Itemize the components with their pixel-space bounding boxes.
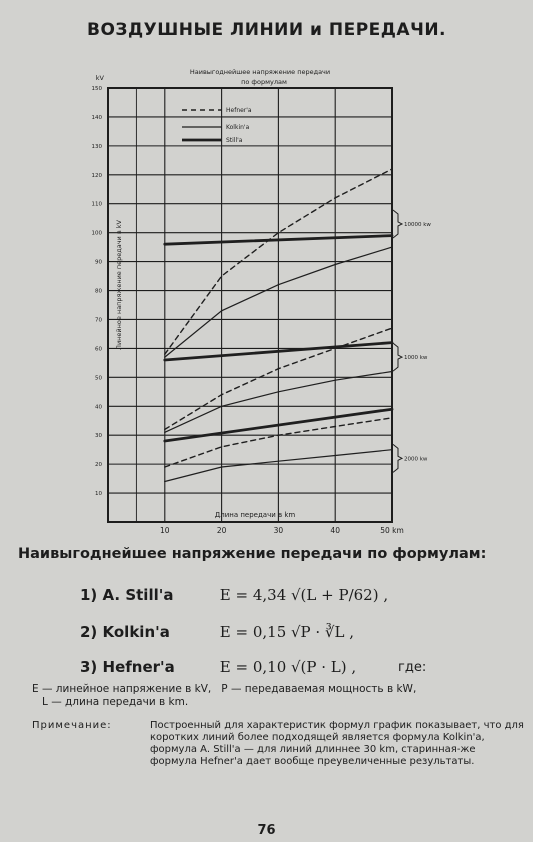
series-point bbox=[391, 342, 392, 343]
formula-still-name: 1) A. Still'a bbox=[80, 586, 174, 604]
series-point bbox=[391, 449, 392, 450]
chart-title: Наивыгоднейшее напряжение передачи bbox=[189, 68, 331, 76]
note-text: Построенный для характеристик формул график показывает, что для коротких линий более подходящей является формула Kolkin'a, формула A. Still'a — для линий длиннее 30 km, старинная-же формула Hefner'a дает вообще преувеличенные результаты. bbox=[150, 720, 524, 767]
series-point bbox=[164, 429, 165, 430]
variable-legend: E — линейное напряжение в kV, P — передаваемая мощность в kW, L — длина передачи в km. bbox=[32, 683, 417, 708]
series-point bbox=[278, 435, 279, 436]
y-tick-label: 70 bbox=[95, 317, 102, 324]
series-point bbox=[391, 235, 392, 236]
series-point bbox=[391, 328, 392, 329]
y-unit-label: kV bbox=[95, 74, 104, 82]
formula-hefner bbox=[80, 658, 356, 676]
series-point bbox=[221, 394, 222, 395]
y-tick-label: 60 bbox=[95, 346, 102, 353]
legend-label: Hefner'a bbox=[226, 107, 252, 114]
x-tick-label: 10 bbox=[160, 526, 170, 535]
series-point bbox=[391, 168, 392, 169]
x-tick-label: 30 bbox=[273, 526, 284, 535]
y-tick-label: 50 bbox=[95, 375, 102, 382]
note-label: Примечание: bbox=[32, 720, 112, 731]
series-point bbox=[278, 461, 279, 462]
y-tick-label: 150 bbox=[91, 86, 102, 92]
plot-frame bbox=[108, 88, 392, 522]
formula-kolkin-expression: E = 0,15 √P · ∛L , bbox=[219, 623, 355, 641]
group-label: 10000 kw bbox=[404, 221, 431, 228]
y-axis-label: Линейное напряжение передачи в kV bbox=[115, 220, 123, 350]
formula-still bbox=[80, 586, 388, 604]
group-brace bbox=[393, 343, 402, 371]
series-point bbox=[278, 368, 279, 369]
legend-label: Kolkin'a bbox=[226, 124, 250, 131]
group-brace bbox=[393, 444, 402, 472]
group-label: 2000 kw bbox=[404, 456, 428, 463]
series-point bbox=[221, 466, 222, 467]
series-point bbox=[278, 232, 279, 233]
series-point bbox=[164, 354, 165, 355]
series-point bbox=[391, 247, 392, 248]
series-point bbox=[335, 455, 336, 456]
formula-hefner-name: 3) Hefner'a bbox=[80, 658, 175, 676]
series-point bbox=[335, 197, 336, 198]
x-tick-label: 40 bbox=[330, 526, 340, 535]
chart-subtitle: по формулам bbox=[241, 78, 287, 86]
y-tick-label: 110 bbox=[91, 201, 102, 208]
y-tick-label: 10 bbox=[95, 491, 102, 498]
x-axis-label: Длина передачи в km bbox=[214, 511, 296, 519]
series-point bbox=[164, 466, 165, 467]
y-tick-label: 130 bbox=[91, 143, 102, 150]
y-tick-label: 140 bbox=[91, 114, 102, 121]
x-tick-label: 50 km bbox=[380, 526, 404, 535]
x-tick-label: 20 bbox=[216, 526, 227, 535]
series-point bbox=[164, 432, 165, 433]
series-point bbox=[164, 244, 165, 245]
series-point bbox=[221, 406, 222, 407]
series-point bbox=[164, 356, 165, 357]
series-point bbox=[278, 284, 279, 285]
legend-label: Still'a bbox=[226, 137, 243, 144]
y-tick-label: 20 bbox=[95, 462, 102, 469]
series-point bbox=[278, 391, 279, 392]
y-tick-label: 90 bbox=[95, 259, 102, 266]
y-tick-label: 40 bbox=[95, 404, 102, 411]
series-point bbox=[221, 446, 222, 447]
formula-hefner-expression: E = 0,10 √(P · L) , bbox=[219, 658, 357, 676]
voltage-chart bbox=[0, 60, 533, 540]
series-point bbox=[164, 440, 165, 441]
page-number: 76 bbox=[257, 823, 276, 838]
y-tick-label: 100 bbox=[91, 230, 102, 237]
group-label: 1000 kw bbox=[404, 355, 428, 362]
page-title: ВОЗДУШНЫЕ ЛИНИИ и ПЕРЕДАЧИ. bbox=[86, 20, 447, 40]
formula-still-expression: E = 4,34 √(L + P/62) , bbox=[219, 586, 389, 604]
series-point bbox=[391, 409, 392, 410]
series-point bbox=[221, 275, 222, 276]
series-point bbox=[335, 426, 336, 427]
group-brace bbox=[393, 210, 402, 238]
formula-kolkin-name: 2) Kolkin'a bbox=[80, 623, 170, 641]
series-point bbox=[164, 481, 165, 482]
series-point bbox=[391, 371, 392, 372]
series-point bbox=[335, 264, 336, 265]
series-point bbox=[221, 310, 222, 311]
series-point bbox=[335, 380, 336, 381]
formulas-heading: Наивыгоднейшее напряжение передачи по формулам: bbox=[18, 546, 487, 562]
y-tick-label: 80 bbox=[95, 288, 102, 295]
formula-kolkin bbox=[80, 623, 354, 641]
y-tick-label: 30 bbox=[95, 433, 102, 440]
where-label: где: bbox=[398, 660, 427, 675]
y-tick-label: 120 bbox=[91, 172, 102, 179]
series-point bbox=[164, 359, 165, 360]
series-point bbox=[391, 417, 392, 418]
